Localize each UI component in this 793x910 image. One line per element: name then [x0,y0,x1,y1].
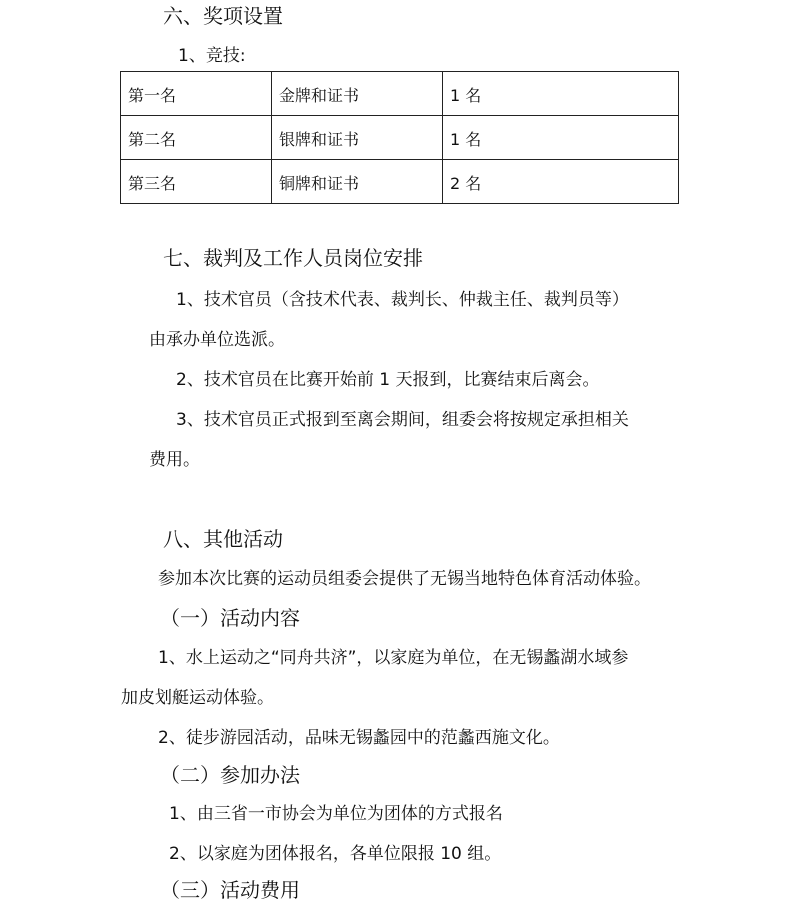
paragraph: 1、技术官员（含技术代表、裁判长、仲裁主任、裁判员等） [176,290,629,310]
table-cell: 银牌和证书 [272,116,443,160]
section-6-subheading: 1、竞技: [178,46,246,66]
table-cell: 第三名 [121,160,272,204]
table-row [121,72,679,116]
awards-table [120,71,679,204]
table-row [121,116,679,160]
table-cell: 1 名 [443,72,679,116]
paragraph: 2、技术官员在比赛开始前 1 天报到，比赛结束后离会。 [176,370,600,390]
section-6-heading: 六、奖项设置 [163,4,283,28]
table-cell: 金牌和证书 [272,72,443,116]
table-cell: 第二名 [121,116,272,160]
table-cell: 铜牌和证书 [272,160,443,204]
subsection-heading: （一）活动内容 [160,606,300,630]
paragraph: 2、徒步游园活动，品味无锡蠡园中的范蠡西施文化。 [158,728,560,748]
section-8-heading: 八、其他活动 [163,527,283,551]
subsection-heading: （三）活动费用 [160,878,300,902]
paragraph: 由承办单位选派。 [149,330,285,350]
paragraph: 费用。 [149,450,200,470]
paragraph: 1、水上运动之“同舟共济”，以家庭为单位，在无锡蠡湖水域参 [158,648,629,668]
table-cell: 第一名 [121,72,272,116]
table-row [121,160,679,204]
table-cell: 1 名 [443,116,679,160]
paragraph: 参加本次比赛的运动员组委会提供了无锡当地特色体育活动体验。 [158,569,651,589]
section-7-heading: 七、裁判及工作人员岗位安排 [163,246,423,270]
paragraph: 2、以家庭为团体报名，各单位限报 10 组。 [169,844,502,864]
paragraph: 3、技术官员正式报到至离会期间，组委会将按规定承担相关 [176,410,629,430]
table-cell: 2 名 [443,160,679,204]
paragraph: 1、由三省一市协会为单位为团体的方式报名 [169,804,503,824]
paragraph: 加皮划艇运动体验。 [121,688,274,708]
subsection-heading: （二）参加办法 [160,763,300,787]
